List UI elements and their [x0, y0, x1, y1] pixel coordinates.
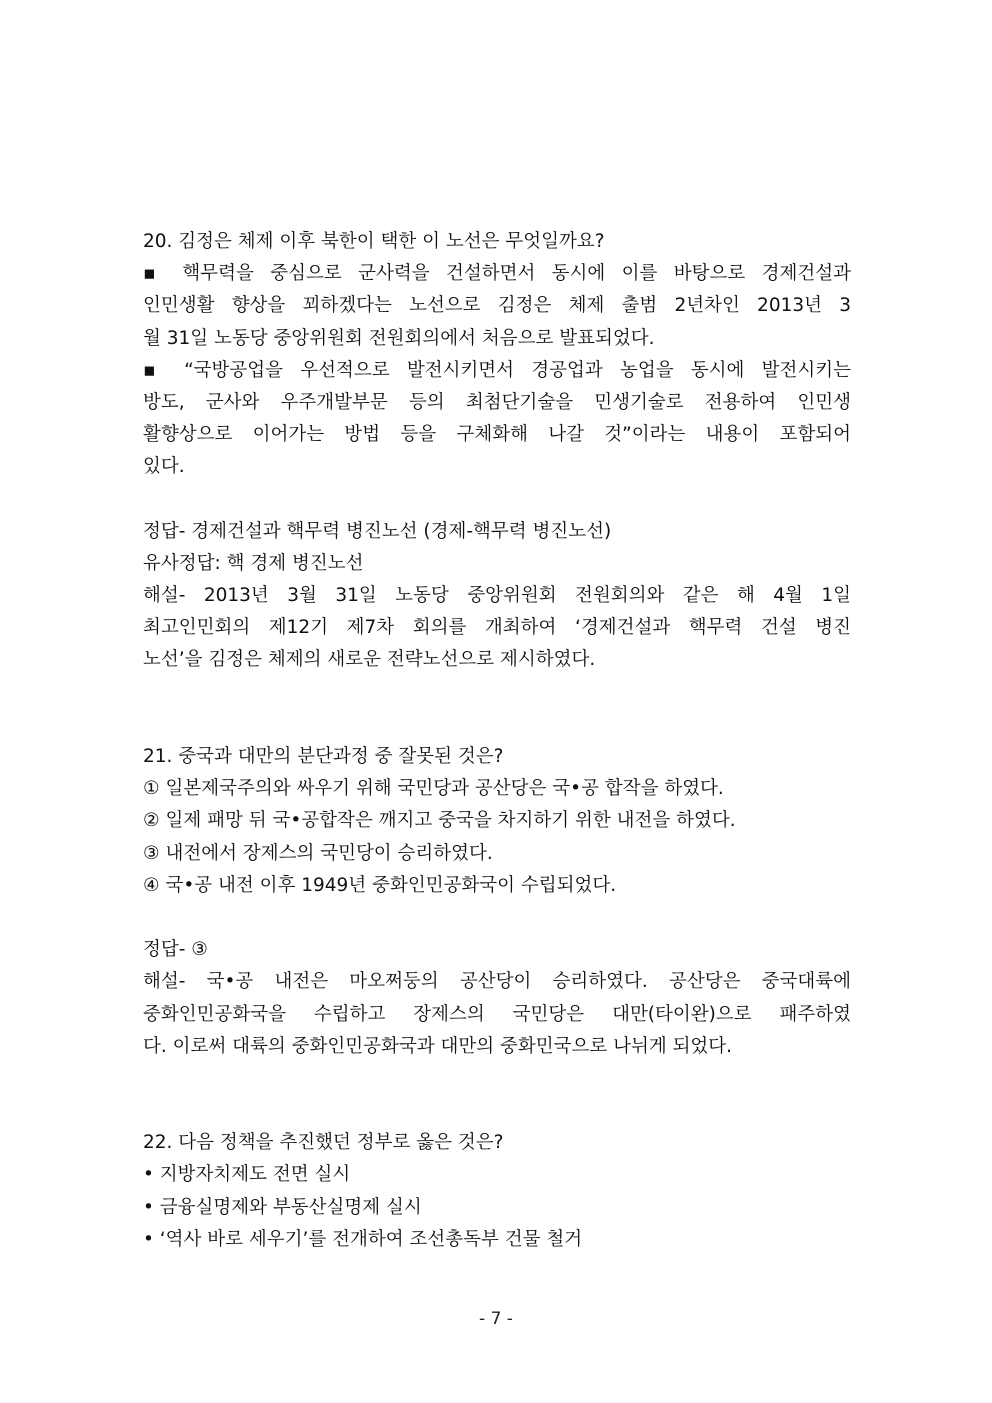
spacer	[143, 1063, 851, 1127]
q20-answer: 정답- 경제건설과 핵무력 병진노선 (경제-핵무력 병진노선)	[143, 520, 612, 542]
page-number: - 7 -	[479, 1309, 513, 1329]
q21-option: ① 일본제국주의와 싸우기 위해 국민당과 공산당은 국•공 합작을 하였다.	[143, 778, 724, 800]
q21-option: ② 일제 패망 뒤 국•공합작은 깨지고 중국을 차지하기 위한 내전을 하였다.	[143, 810, 736, 832]
spacer	[143, 677, 851, 741]
question-21: 21. 중국과 대만의 분단과정 중 잘못된 것은?	[143, 746, 504, 768]
q20-text-line: 월 31일 노동당 중앙위원회 전원회의에서 처음으로 발표되었다.	[143, 327, 655, 349]
q22-item: • 금융실명제와 부동산실명제 실시	[143, 1196, 422, 1218]
q21-answer: 정답- ③	[143, 939, 208, 961]
q22-item: • ‘역사 바로 세우기’를 전개하여 조선총독부 건물 철거	[143, 1228, 583, 1250]
q20-text-line: 있다.	[143, 456, 185, 478]
q20-similar-answer: 유사정답: 핵 경제 병진노선	[143, 552, 364, 574]
q21-explanation-line: 다. 이로써 대륙의 중화인민공화국과 대만의 중화민국으로 나뉘게 되었다.	[143, 1035, 733, 1057]
q20-text-line: ▪ 핵무력을 중심으로 군사력을 건설하면서 동시에 이를 바탕으로 경제건설과	[143, 263, 851, 285]
q20-explanation-line: 최고인민회의 제12기 제7차 회의를 개최하여 ‘경제건설과 핵무력 건설 병진	[143, 617, 851, 639]
q20-text-line: 활향상으로 이어가는 방법 등을 구체화해 나갈 것”이라는 내용이 포함되어	[143, 424, 851, 446]
q21-option: ④ 국•공 내전 이후 1949년 중화인민공화국이 수립되었다.	[143, 874, 617, 896]
q20-explanation-line: 노선’을 김정은 체제의 새로운 전략노선으로 제시하였다.	[143, 649, 596, 671]
document-body	[143, 226, 851, 1256]
q20-text-line: 방도, 군사와 우주개발부문 등의 최첨단기술을 민생기술로 전용하여 인민생	[143, 391, 851, 413]
spacer	[143, 484, 851, 516]
q20-explanation-line: 해설- 2013년 3월 31일 노동당 중앙위원회 전원회의와 같은 해 4월 1일	[143, 585, 851, 607]
q22-item: • 지방자치제도 전면 실시	[143, 1164, 351, 1186]
question-22: 22. 다음 정책을 추진했던 정부로 옳은 것은?	[143, 1132, 504, 1154]
q21-option: ③ 내전에서 장제스의 국민당이 승리하였다.	[143, 842, 493, 864]
question-20: 20. 김정은 체제 이후 북한이 택한 이 노선은 무엇일까요?	[143, 231, 605, 252]
spacer	[143, 902, 851, 934]
q21-explanation-line: 해설- 국•공 내전은 마오쩌둥의 공산당이 승리하였다. 공산당은 중국대륙에	[143, 971, 851, 993]
q20-text-line: 인민생활 향상을 꾀하겠다는 노선으로 김정은 체제 출범 2년차인 2013년 3	[143, 295, 851, 317]
q20-text-line: ▪ “국방공업을 우선적으로 발전시키면서 경공업과 농업을 동시에 발전시키는	[143, 359, 851, 381]
q21-explanation-line: 중화인민공화국을 수립하고 장제스의 국민당은 대만(타이완)으로 패주하였	[143, 1003, 851, 1025]
